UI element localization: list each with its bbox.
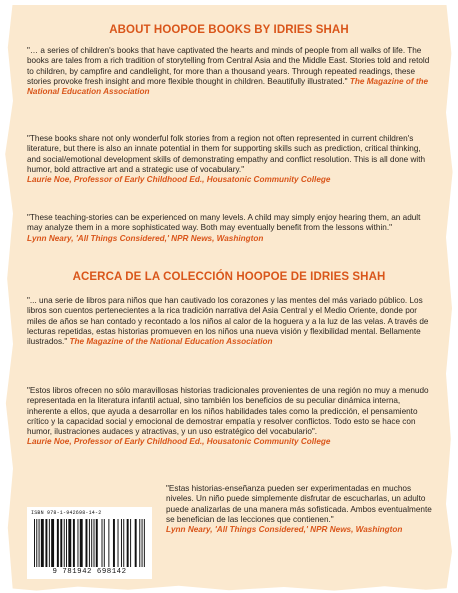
- barcode-bar: [91, 519, 92, 567]
- barcode-bar: [89, 519, 90, 567]
- barcode-bar: [77, 519, 78, 567]
- quote-attribution: Laurie Noe, Professor of Early Childhood Ed., Housatonic Community College: [27, 437, 331, 447]
- torn-edge-right: [446, 0, 458, 593]
- barcode-bar: [64, 519, 65, 567]
- barcode-bar: [142, 519, 143, 567]
- barcode-bars: [33, 519, 146, 567]
- barcode-bar: [68, 519, 71, 567]
- barcode-bar: [123, 519, 124, 567]
- quote-noe-spanish: [27, 386, 431, 448]
- barcode-bar: [36, 519, 37, 567]
- quote-nea-spanish: [27, 296, 431, 347]
- barcode-bar: [121, 519, 122, 567]
- barcode-bar: [104, 519, 105, 567]
- barcode-bar: [144, 519, 145, 567]
- barcode-bar: [34, 519, 35, 567]
- torn-edge-left: [0, 0, 13, 593]
- barcode-bar: [49, 519, 50, 567]
- barcode-bar: [85, 519, 87, 567]
- quote-attribution: Lynn Neary, 'All Things Considered,' NPR News, Washington: [166, 525, 403, 535]
- quote-neary-spanish: [166, 484, 432, 535]
- barcode-bar: [94, 519, 95, 567]
- barcode-number: 9 781942 698142: [52, 568, 127, 576]
- barcode-bar: [66, 519, 67, 567]
- quote-attribution: Lynn Neary, 'All Things Considered,' NPR News, Washington: [27, 233, 264, 243]
- quote-noe-english: [27, 134, 431, 185]
- isbn-barcode: [27, 507, 152, 579]
- heading-about-hoopoe-books: ABOUT HOOPOE BOOKS BY IDRIES SHAH: [109, 24, 349, 36]
- barcode-bar: [139, 519, 140, 567]
- barcode-bar: [73, 519, 75, 567]
- quote-attribution: The Magazine of the National Education Association: [69, 337, 273, 347]
- quote-neary-english: [27, 213, 431, 244]
- barcode-bar: [39, 519, 40, 567]
- barcode-bar: [80, 519, 83, 567]
- barcode-bar: [45, 519, 47, 567]
- torn-edge-top: [0, 0, 458, 5]
- barcode-bar: [113, 519, 115, 567]
- barcode-bar: [118, 519, 119, 567]
- barcode-bar: [96, 519, 98, 567]
- quote-text: "… a series of children's books that have captivated the hearts and minds of people from all walks of life. The books are tales from a rich tradition of storytelling from Central Asia and the Middle East. Stories told and retold to children, by campfire and candlelight, for more than a thousand years. Through repeated readings, these stories provoke fresh insight and more flexible thought in children. Beautifully illustrated.": [27, 46, 430, 86]
- quote-attribution: Laurie Noe, Professor of Early Childhood Ed., Housatonic Community College: [27, 175, 331, 185]
- barcode-bar: [135, 519, 137, 567]
- quote-nea-english: [27, 46, 431, 97]
- barcode-bar: [127, 519, 129, 567]
- quote-text: "These books share not only wonderful folk stories from a region not often represented in current children's literature, but there is also an innate potential in them for supporting skills such as prediction, critical thinking, and social/emotional development skills of demonstrating empathy and conflict resolution. This is all done with humor, bold attractive art and a strategic use of vocabulary.": [27, 134, 426, 174]
- quote-text: "... una serie de libros para niños que han cautivado los corazones y las mentes del más variado público. Los libros son cuentos pertenecientes a la rica tradición narrativa del Asia Central y el Medio Oriente, donde por miles de años se han contado y recontado a los niños al calor de la hoguera y a la luz de las velas. A través de lecturas repetidas, estas historias promueven en los niños una nueva visión y flexibilidad mental. Bellamente ilustrados.": [27, 296, 429, 347]
- barcode-bar: [57, 519, 59, 567]
- torn-edge-bottom: [0, 585, 458, 593]
- barcode-bar: [102, 519, 103, 567]
- barcode-bar: [51, 519, 54, 567]
- quote-text: "Estas historias-enseñanza pueden ser experimentadas en muchos niveles. Un niño puede simplemente disfrutar de escucharlas, un adulto puede analizarlas de una manera más sofisticada. Ambos eventualmente se benefician de las lecciones que contienen.": [166, 484, 432, 524]
- barcode-bar: [41, 519, 44, 567]
- barcode-bar: [130, 519, 131, 567]
- quote-text: "These teaching-stories can be experienced on many levels. A child may simply enjoy hearing them, an adult may analyze them in a more sophisticated way. Both may eventually benefit from the lessons within.": [27, 213, 421, 233]
- quote-attribution: The Magazine of the National Education Association: [27, 76, 429, 97]
- isbn-label: ISBN 978-1-942698-14-2: [31, 510, 102, 516]
- barcode-bar: [108, 519, 109, 567]
- heading-acerca-coleccion: ACERCA DE LA COLECCIÓN HOOPOE DE IDRIES SHAH: [72, 271, 386, 283]
- quote-text: "Estos libros ofrecen no sólo maravillosas historias tradicionales provenientes de una región no muy a menudo representada en la literatura infantil actual, sino también los beneficios de su peculiar dinámica interna, inherente a ellos, que ayuda a desarrollar en los niños habilidades tales como la predicción, el pensamiento crítico y la capacidad social y emocional de demostrar empatía y resolver conflictos. Todo esto se hace con humor, ilustraciones audaces y atractivas, y un uso estratégico del vocabulario".: [27, 386, 429, 437]
- barcode-bar: [60, 519, 62, 567]
